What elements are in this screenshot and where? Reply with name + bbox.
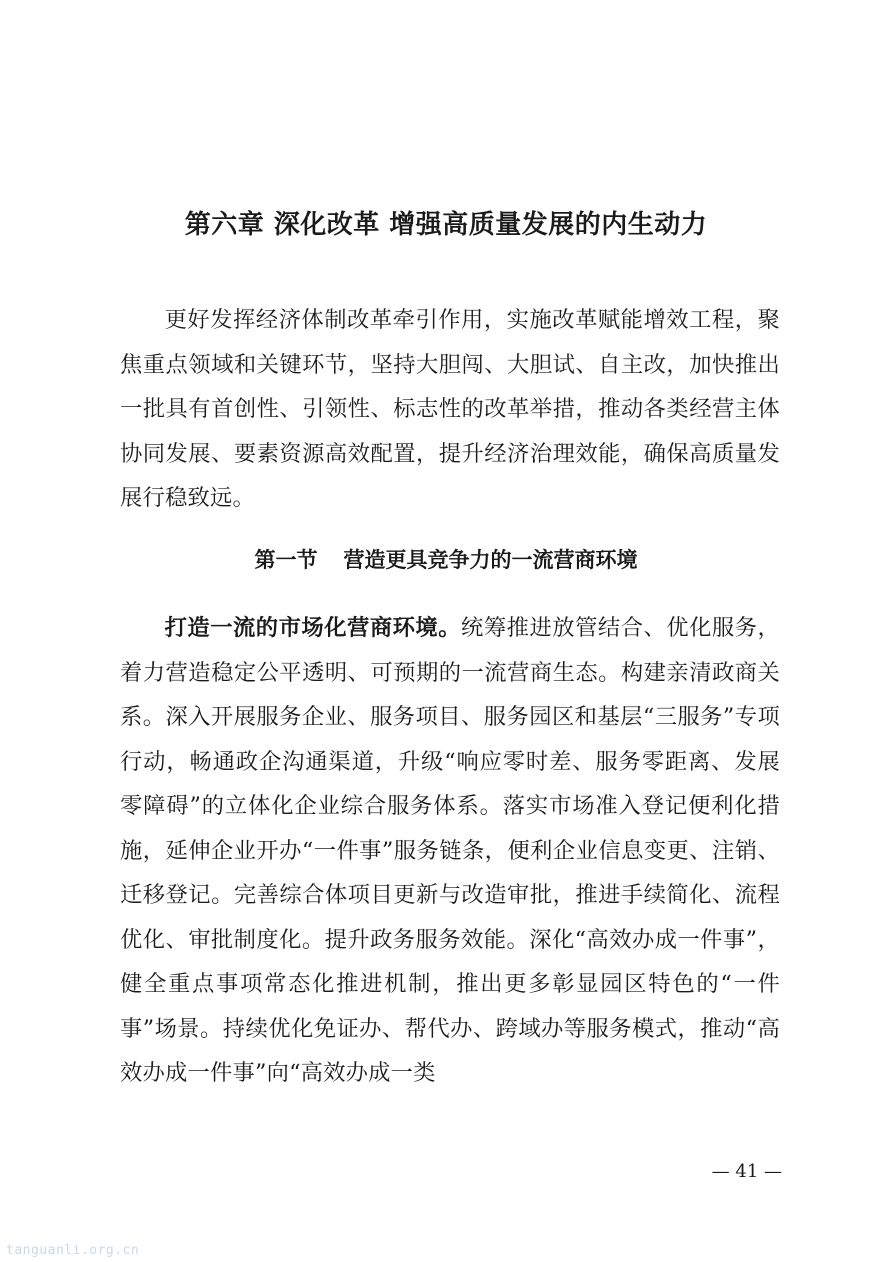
intro-paragraph: 更好发挥经济体制改革牵引作用，实施改革赋能增效工程，聚焦重点领域和关键环节，坚持大胆闯、大胆试、自主改，加快推出一批具有首创性、引领性、标志性的改革举措，推动各类经营主体协同发展、要素资源高效配置，提升经济治理效能，确保高质量发展行稳致远。 bbox=[120, 307, 780, 511]
chapter-title: 第六章 深化改革 增强高质量发展的内生动力 bbox=[184, 210, 708, 240]
paragraph-1 bbox=[120, 606, 780, 1096]
watermark: tanguanli.org.cn bbox=[6, 1243, 140, 1258]
paragraph-text: 统筹推进放管结合、优化服务，着力营造稳定公平透明、可预期的一流营商生态。构建亲清政商关系。深入开展服务企业、服务项目、服务园区和基层“三服务”专项行动，畅通政企沟通渠道，升级“响应零时差、服务零距离、发展零障碍”的立体化企业综合服务体系。落实市场准入登记便利化措施，延伸企业开办“一件事”服务链条，便利企业信息变更、注销、迁移登记。完善综合体项目更新与改造审批，推进手续简化、流程优化、审批制度化。提升政务服务效能。深化“高效办成一件事”，健全重点事项常态化推进机制，推出更多彰显园区特色的“一件事”场景。持续优化免证办、帮代办、跨域办等服务模式，推动“高效办成一件事”向“高效办成一类 bbox=[120, 615, 780, 1086]
page-number: — 41 — bbox=[711, 1161, 782, 1182]
paragraph-lead: 打造一流的市场化营商环境。 bbox=[164, 615, 462, 641]
section-number: 第一节 bbox=[254, 548, 318, 572]
section-title: 营造更具竞争力的一流营商环境 bbox=[343, 548, 638, 572]
section-heading bbox=[0, 538, 892, 582]
